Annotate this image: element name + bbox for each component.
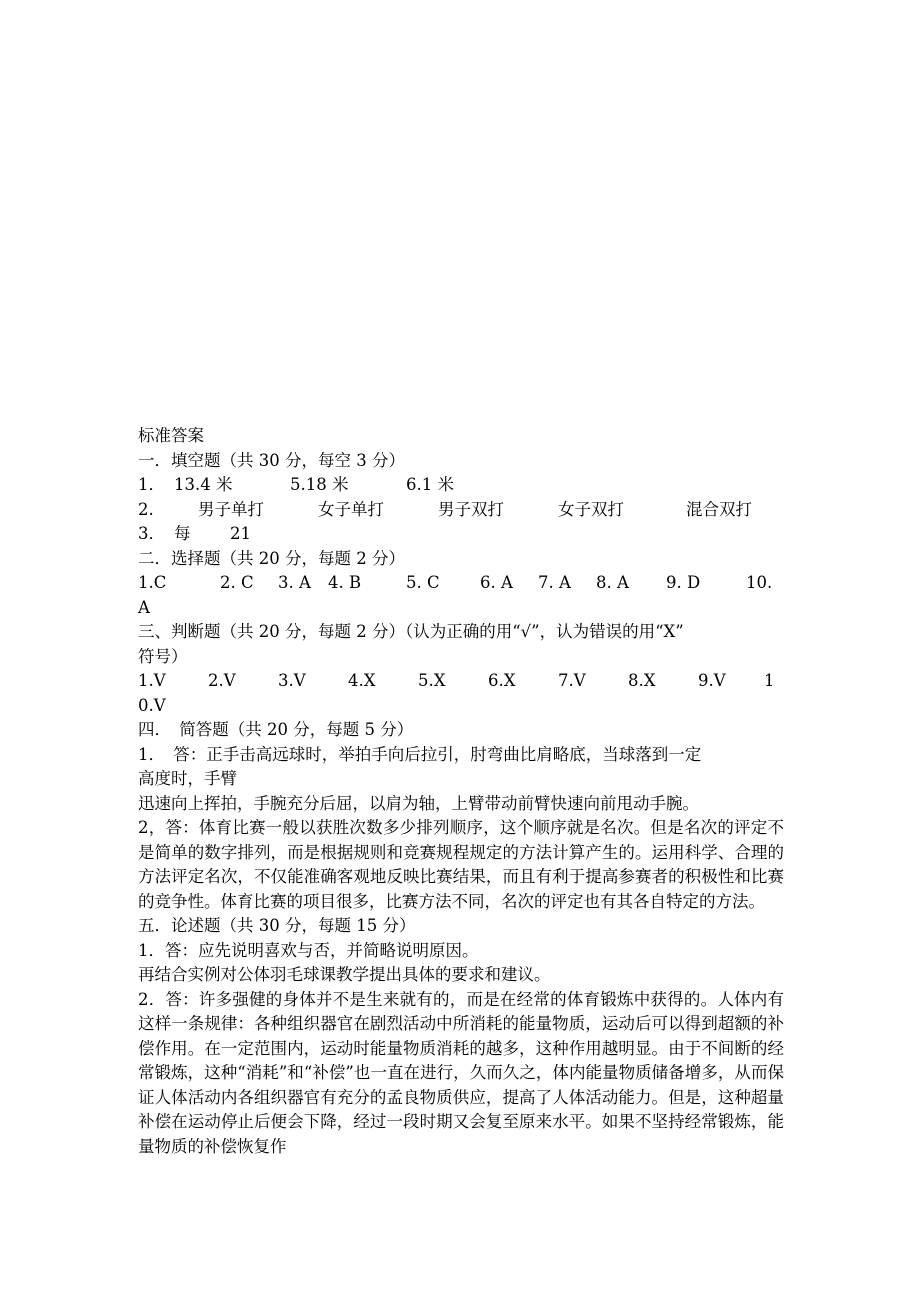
fill-blank-answer-3 [138, 522, 784, 547]
judge-answer: 4.X [348, 671, 376, 690]
choice-answer-wrap: A [138, 597, 150, 617]
choice-answer: 7. A [538, 573, 571, 592]
answer-value: 混合双打 [686, 499, 752, 519]
answer-number: 1． [138, 475, 165, 494]
judge-answer: 1.V [138, 671, 166, 690]
section-4-heading: 四． 简答题（共 20 分，每题 5 分） [138, 720, 414, 739]
choice-answer: 10. [746, 573, 773, 592]
judge-answer: 6.X [488, 671, 516, 690]
section-2-heading: 二．选择题（共 20 分，每题 2 分） [138, 548, 405, 568]
short-answer-1-line-1: 1． 答：正手击高远球时，举拍手向后拉引，肘弯曲比肩略底，当球落到一定 [138, 744, 702, 764]
section-1-heading: 一．填空题（共 30 分，每空 3 分） [138, 450, 405, 470]
answer-value: 21 [230, 524, 251, 543]
section-3-heading: 三、判断题（共 20 分，每题 2 分）（认为正确的用“√”，认为错误的用“X” [138, 622, 684, 641]
choice-answer: 2. C [220, 573, 254, 592]
choice-answer: 4. B [328, 573, 362, 592]
judge-answer: 3.V [278, 671, 306, 690]
judge-answer-wrap: 0.V [138, 695, 166, 715]
judge-answer: 9.V [698, 671, 726, 690]
answer-value: 男子双打 [438, 499, 504, 519]
answer-value: 女子双打 [558, 499, 624, 519]
answer-value: 5.18 米 [290, 475, 349, 494]
judge-answers-row [138, 669, 784, 694]
short-answer-1-line-2: 高度时，手臂 [138, 769, 237, 788]
choice-answer: 9. D [666, 573, 701, 592]
short-answer-1-line-3: 迅速向上挥拍，手腕充分后屈，以肩为轴，上臂带动前臂快速向前甩动手腕。 [138, 793, 699, 813]
judge-answer: 8.X [628, 671, 656, 690]
answer-value: 6.1 米 [406, 475, 454, 494]
choice-answer: 1.C [138, 573, 167, 592]
fill-blank-answer-1 [138, 473, 784, 498]
answer-document [138, 424, 784, 1159]
judge-answer: 2.V [208, 671, 236, 690]
judge-answer: 7.V [558, 671, 586, 690]
section-5-heading: 五．论述题（共 30 分，每题 15 分） [138, 916, 416, 935]
answer-value: 13.4 米 [174, 475, 233, 494]
short-answer-2: 2，答：体育比赛一般以获胜次数多少排列顺序，这个顺序就是名次。但是名次的评定不是简单的数字排列，而是根据规则和竞赛规程规定的方法计算产生的。运用科学、合理的方法评定名次，不仅能准确客观地反映比赛结果，而且有利于提高参赛者的积极性和比赛的竞争性。体育比赛的项目很多，比赛方法不同，名次的评定也有其各自特定的方法。 [138, 818, 784, 911]
choice-answer: 3. A [278, 573, 311, 592]
essay-answer-1-line-2: 再结合实例对公体羽毛球课教学提出具体的要求和建议。 [138, 965, 551, 984]
section-3-heading-continued: 符号） [138, 646, 188, 666]
answer-number: 2. [138, 499, 154, 519]
choice-answer: 8. A [596, 573, 629, 592]
choice-answer: 6. A [480, 573, 513, 592]
fill-blank-answer-2 [138, 498, 784, 523]
answer-value: 每 [174, 524, 191, 543]
choice-answers-row [138, 571, 784, 596]
answer-value: 女子单打 [318, 499, 384, 519]
answer-value: 男子单打 [198, 499, 264, 519]
judge-answer: 1 [764, 671, 775, 690]
judge-answer: 5.X [418, 671, 446, 690]
answer-number: 3． [138, 524, 165, 543]
choice-answer: 5. C [406, 573, 440, 592]
essay-answer-2: 2．答：许多强健的身体并不是生来就有的，而是在经常的体育锻炼中获得的。人体内有这样一条规律：各种组织器官在剧烈活动中所消耗的能量物质，运动后可以得到超额的补偿作用。在一定范围内，运动时能量物质消耗的越多，这种作用越明显。由于不间断的经常锻炼，这种“消耗”和“补偿”也一直在进行，久而久之，体内能量物质储备增多，从而保证人体活动内各组织器官有充分的孟良物质供应，提高了人体活动能力。但是，这种超量补偿在运动停止后便会下降，经过一段时期又会复至原来水平。如果不坚持经常锻炼，能量物质的补偿恢复作 [138, 989, 784, 1156]
document-title: 标准答案 [138, 426, 204, 445]
essay-answer-1-line-1: 1．答：应先说明喜欢与否，并简略说明原因。 [138, 940, 479, 960]
